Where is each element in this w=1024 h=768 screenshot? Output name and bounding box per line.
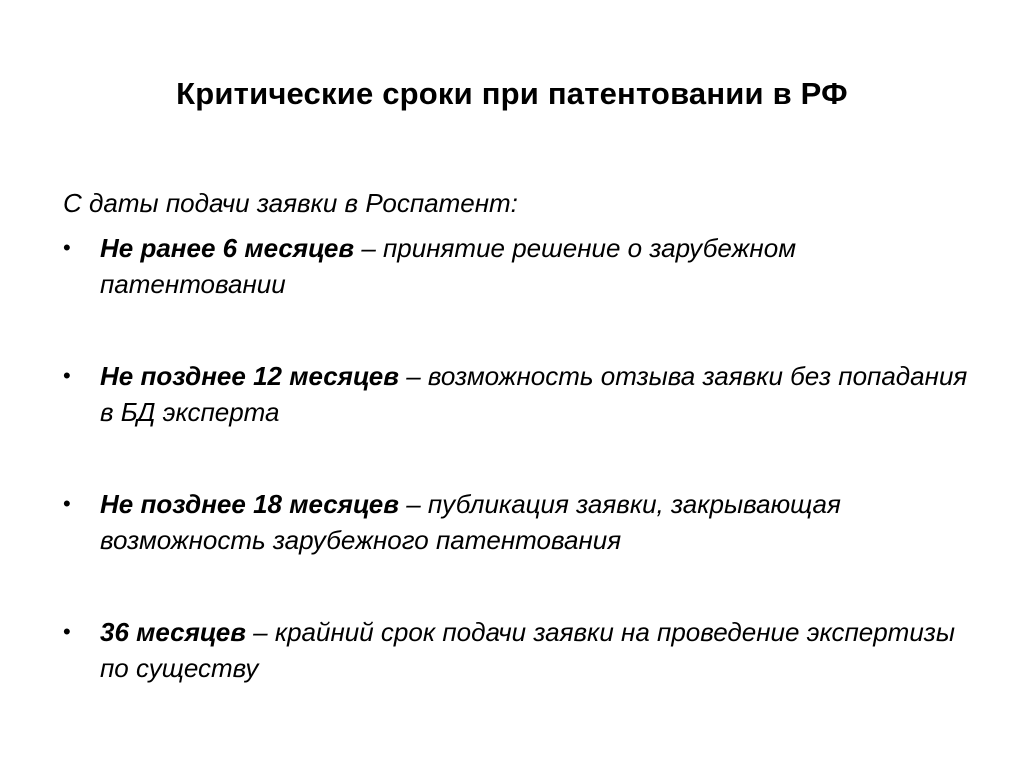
bullet-list [63,230,983,742]
intro-text: С даты подачи заявки в Роспатент: [63,188,518,218]
slide-title: Критические сроки при патентовании в РФ [176,76,848,111]
bullet-text: – возможность отзыва заявки без попадания в БД эксперта [100,361,968,427]
bullet-emphasis: Не позднее 12 месяцев [100,361,399,391]
bullet-emphasis: 36 месяцев [100,617,246,647]
bullet-emphasis: Не ранее 6 месяцев [100,233,355,263]
bullet-dot-icon: • [63,235,71,260]
bullet-item [63,614,983,686]
bullet-dot-icon: • [63,491,71,516]
bullet-item [63,486,983,558]
bullet-item [63,358,983,430]
bullet-dot-icon: • [63,619,71,644]
bullet-text: – принятие решение о зарубежном патентовании [100,233,797,299]
bullet-text: – публикация заявки, закрывающая возможность зарубежного патентования [100,489,841,555]
bullet-item [63,230,983,302]
bullet-dot-icon: • [63,363,71,388]
bullet-text: – крайний срок подачи заявки на проведение экспертизы по существу [100,617,956,683]
bullet-emphasis: Не позднее 18 месяцев [100,489,399,519]
